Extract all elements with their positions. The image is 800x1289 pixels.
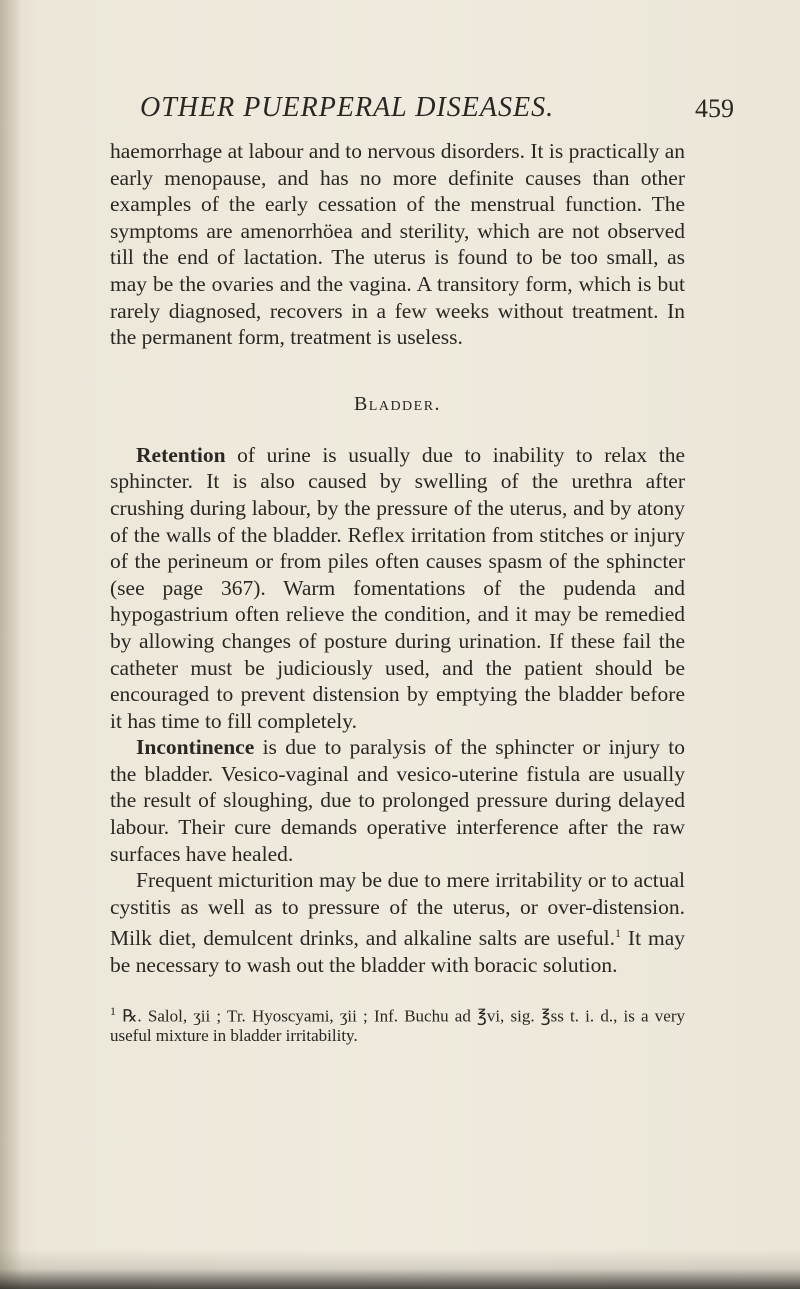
- paragraph-frequent-micturition: [110, 867, 685, 979]
- running-head: [0, 92, 800, 128]
- body-text: [110, 138, 685, 1063]
- spine-shadow: [0, 0, 22, 1289]
- retention-text: of urine is usually due to inability to relax the sphincter. It is also caused by swelling of the urethra after crushing during labour, by the pressure of the uterus, and by atony of the walls of the bladder. Reflex irritation from stitches or injury of the perineum or from piles often causes spasm of the sphincter (see page 367). Warm fomentations of the pudenda and hypogastrium often relieve the condition, and it may be remedied by allowing changes of posture during urination. If these fail the catheter must be judiciously used, and the patient should be encouraged to prevent distension by emptying the bladder before it has time to fill completely.: [110, 442, 685, 733]
- footnote: [110, 1001, 685, 1047]
- running-title: OTHER PUERPERAL DISEASES.: [140, 92, 555, 123]
- incontinence-text: is due to paralysis of the sphincter or injury to the bladder. Vesico-vaginal and vesico-uterine fistula are usually the result of sloughing, due to prolonged pressure during delayed labour. Their cure demands operative interference after the raw surfaces have healed.: [110, 735, 685, 866]
- frequent-text: Frequent micturition may be due to mere irritability or to actual cystitis as well as to pressure of the uterus, or over-distension. Milk diet, demulcent drinks, and alkaline salts are useful.: [110, 868, 685, 951]
- section-heading: Bladder.: [353, 392, 442, 415]
- page-edge-shadow: [0, 1249, 800, 1289]
- paragraph-continuation: haemorrhage at labour and to nervous disorders. It is practically an early menopause, and has no more definite causes than other examples of the early cessation of the menstrual function. The symptoms are amenorrhöea and sterility, which are not observed till the end of lactation. The uterus is found to be too small, as may be the ovaries and the vagina. A transitory form, which is but rarely diagnosed, recovers in a few weeks without treatment. In the permanent form, treatment is useless.: [110, 139, 685, 350]
- paragraph-retention: [110, 442, 685, 735]
- footnote-marker: 1: [110, 1003, 116, 1018]
- retention-lead: Retention: [136, 442, 226, 467]
- page-number: 459: [695, 94, 734, 123]
- frequent-text-after: It may be necessary to wash out the bladder with boracic solution.: [110, 926, 685, 978]
- footnote-text: ℞. Salol, ʒii ; Tr. Hyoscyami, ʒii ; Inf. Buchu ad ℥vi, sig. ℥ss t. i. d., is a very useful mixture in bladder irritability.: [110, 1006, 685, 1046]
- incontinence-lead: Incontinence: [136, 735, 255, 760]
- footnote-ref: 1: [614, 926, 621, 941]
- paragraph-incontinence: [110, 734, 685, 867]
